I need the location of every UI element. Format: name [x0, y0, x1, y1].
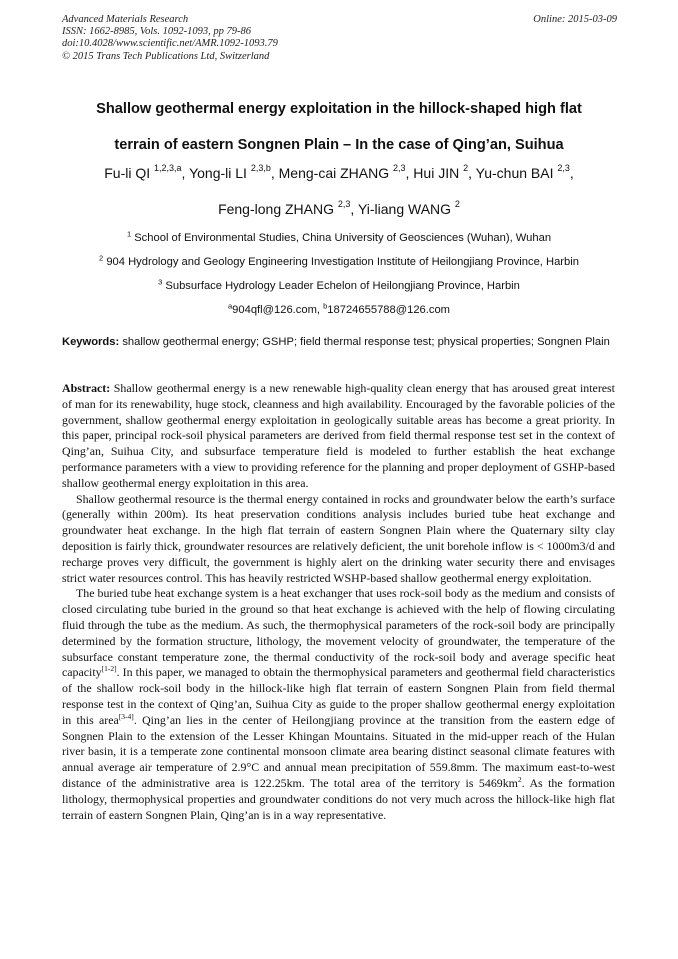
affiliation-sup: 3 — [158, 277, 163, 287]
author-affil-sup: 2,3 — [337, 199, 351, 210]
citation-ref: [3-4] — [118, 711, 134, 721]
author-name: Feng-long ZHANG — [218, 201, 334, 217]
affiliation-2 — [40, 255, 638, 269]
author-separator: , — [405, 165, 414, 181]
doi-line: doi:10.4028/www.scientific.net/AMR.1092-1093.79 — [62, 38, 278, 50]
online-date: Online: 2015-03-09 — [533, 14, 617, 25]
paragraph-text: The buried tube heat exchange system is a heat exchanger that uses rock-soil body as the medium and consists of closed circulating tube buried in the ground so that heat exchange is achieved with the help of flowing circulating fluid through the tube as the medium. As such, the thermophysical parameters of the rock-soil body are principally determined by the formation structure, lithology, the movement velocity of groundwater, the temperature of the subsurface constant temperature zone, the thermal conductivity of the rock-soil body and average specific heat capacity — [62, 586, 615, 680]
author-name: Hui JIN — [413, 165, 460, 181]
author-name: Yu-chun BAI — [475, 165, 554, 181]
author-separator: , — [468, 165, 476, 181]
email-separator: , — [316, 304, 324, 316]
copyright-line: © 2015 Trans Tech Publications Ltd, Switzerland — [62, 50, 270, 62]
author-separator: , — [181, 165, 190, 181]
email-a[interactable]: 904qfl@126.com — [232, 304, 317, 316]
journal-header — [62, 14, 617, 63]
author-name: Yong-li LI — [189, 165, 247, 181]
author-affil-sup: 2 — [463, 163, 469, 174]
email-sup: a — [227, 301, 233, 311]
paper-title — [40, 91, 638, 163]
author-line-2 — [40, 191, 638, 227]
paragraph-text: . In this paper, we managed to obtain the thermophysical parameters and geothermal field characteristics of the shallow rock-soil body in the hillock-like high flat terrain of eastern Songnen Plain from field thermal response test in the context of Qing’an, Suihua City as guide to the proper shallow geothermal energy exploitation in this area — [62, 665, 615, 727]
intro-paragraph-1: Shallow geothermal resource is the thermal energy contained in rocks and groundwater below the earth’s surface (generally within 200m). Its heat preservation conditions analysis includes buried tube heat exchange and groundwater heat exchange. In the high flat terrain of eastern Songnen Plain where the Quaternary silty clay deposition is fairly thick, groundwater resources are relatively deficient, the unit borehole inflow is < 1000m3/d and recharge proves very difficult, the government is highly alert on the drinking water security there and envisages strict water resources control. This has heavily restricted WSHP-based shallow geothermal energy exploitation. — [62, 491, 615, 585]
author-affil-sup: 2 — [454, 199, 460, 210]
author-list — [40, 155, 638, 227]
title-line-1: Shallow geothermal energy exploitation in the hillock-shaped high flat — [96, 101, 582, 117]
paragraph-text: . Qing’an lies in the center of Heilongjiang province at the transition from the eastern edge of Songnen Plain to the extension of the Lesser Khingan Mountains. Situated in the mid-upper reach of the Hulan river basin, it is a temperate zone continental monsoon climate area bearing distinct seasonal climate features with annual average air temperature of 2.9°C and annual mean precipitation of 559.8mm. The maximum east-to-west distance of the administrative area is 122.25km. The total area of the territory is 5469km — [62, 712, 615, 790]
paragraph-text: . As the formation lithology, thermophysical properties and groundwater conditions do not very much across the hillock-like high flat terrain of eastern Songnen Plain, Qing’an is in a way representative. — [62, 775, 615, 822]
author-name: Meng-cai ZHANG — [278, 165, 390, 181]
title-line-2: terrain of eastern Songnen Plain – In the case of Qing’an, Suihua — [114, 137, 564, 153]
email-sup: b — [323, 301, 328, 311]
author-affil-sup: 1,2,3,a — [154, 163, 182, 174]
affiliation-sup: 2 — [99, 253, 104, 263]
author-separator: , — [350, 201, 358, 217]
intro-paragraph-2 — [62, 586, 615, 823]
issn-line: ISSN: 1662-8985, Vols. 1092-1093, pp 79-86 — [62, 26, 251, 38]
body-text — [62, 381, 615, 823]
author-line-1 — [40, 155, 638, 191]
affiliation-text: 904 Hydrology and Geology Engineering Investigation Institute of Heilongjiang Province, Harbin — [106, 256, 579, 268]
author-separator: , — [270, 165, 279, 181]
author-name: Fu-li QI — [104, 165, 151, 181]
author-separator: , — [569, 165, 574, 181]
author-emails — [40, 303, 638, 317]
keywords-block — [62, 334, 615, 351]
affiliation-text: School of Environmental Studies, China University of Geosciences (Wuhan), Wuhan — [134, 232, 552, 244]
area-unit-sup: 2 — [517, 774, 522, 784]
journal-name: Advanced Materials Research — [62, 14, 189, 25]
email-b[interactable]: 18724655788@126.com — [327, 304, 451, 316]
citation-ref: [1-2] — [101, 664, 117, 674]
author-affil-sup: 2,3,b — [250, 163, 271, 174]
author-affil-sup: 2,3 — [393, 163, 406, 174]
abstract-text: Shallow geothermal energy is a new renewable high-quality clean energy that has aroused great interest of man for its renewability, huge stock, cleanness and high availability. Encouraged by the favorable policies of the government, shallow geothermal energy exploitation in geologically suitable areas has become a great priority. In this paper, principal rock-soil physical parameters are derived from field thermal response test set in the context of Qing’an, Suihua City, and subsurface temperature field is modeled to further establish the heat exchange performance parameters with a view to providing reference for the planning and proper deployment of GSHP-based shallow geothermal energy exploitation in this area. — [62, 381, 615, 490]
abstract-label: Abstract: — [62, 381, 111, 395]
author-affil-sup: 2,3 — [557, 163, 570, 174]
keywords-label: Keywords: — [62, 336, 120, 348]
affiliation-sup: 1 — [126, 229, 132, 239]
author-name: Yi-liang WANG — [357, 201, 452, 217]
abstract-paragraph — [62, 381, 615, 492]
affiliation-text: Subsurface Hydrology Leader Echelon of Heilongjiang Province, Harbin — [165, 280, 520, 292]
affiliation-1 — [40, 231, 638, 245]
affiliation-3 — [40, 279, 638, 293]
keywords-text: shallow geothermal energy; GSHP; field thermal response test; physical properties; Songnen Plain — [122, 336, 610, 348]
